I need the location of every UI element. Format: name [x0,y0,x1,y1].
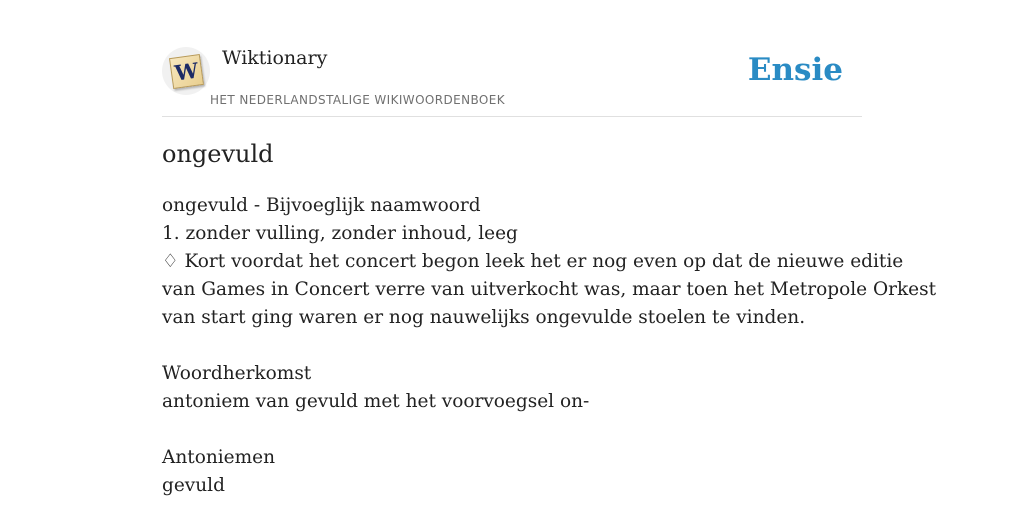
definition-line: 1. zonder vulling, zonder inhoud, leeg [162,223,518,244]
antonyms-heading: Antoniemen [162,447,276,468]
site-header [162,0,862,117]
site-name[interactable]: Wiktionary [222,47,328,69]
logo-tile: W [169,54,204,89]
wiktionary-logo-icon[interactable] [162,47,210,95]
spacer [162,332,867,360]
example-line-1: ♢ Kort voordat het concert begon leek het er nog even op dat de nieuwe editie [162,251,904,272]
entry-content [162,192,937,500]
page-title: ongevuld [162,140,274,168]
site-tagline: HET NEDERLANDSTALIGE WIKIWOORDENBOEK [210,93,506,107]
example-line-3: van start ging waren er nog nauwelijks ongevulde stoelen te vinden. [162,307,806,328]
ensie-brand-logo[interactable]: Ensie [747,52,843,88]
part-of-speech-line: ongevuld - Bijvoeglijk naamwoord [162,195,481,216]
etymology-text: antoniem van gevuld met het voorvoegsel on- [162,391,590,412]
antonyms-text: gevuld [162,475,225,496]
example-line-2: van Games in Concert verre van uitverkocht was, maar toen het Metropole Orkest [162,279,937,300]
spacer [162,416,867,444]
etymology-heading: Woordherkomst [162,363,312,384]
